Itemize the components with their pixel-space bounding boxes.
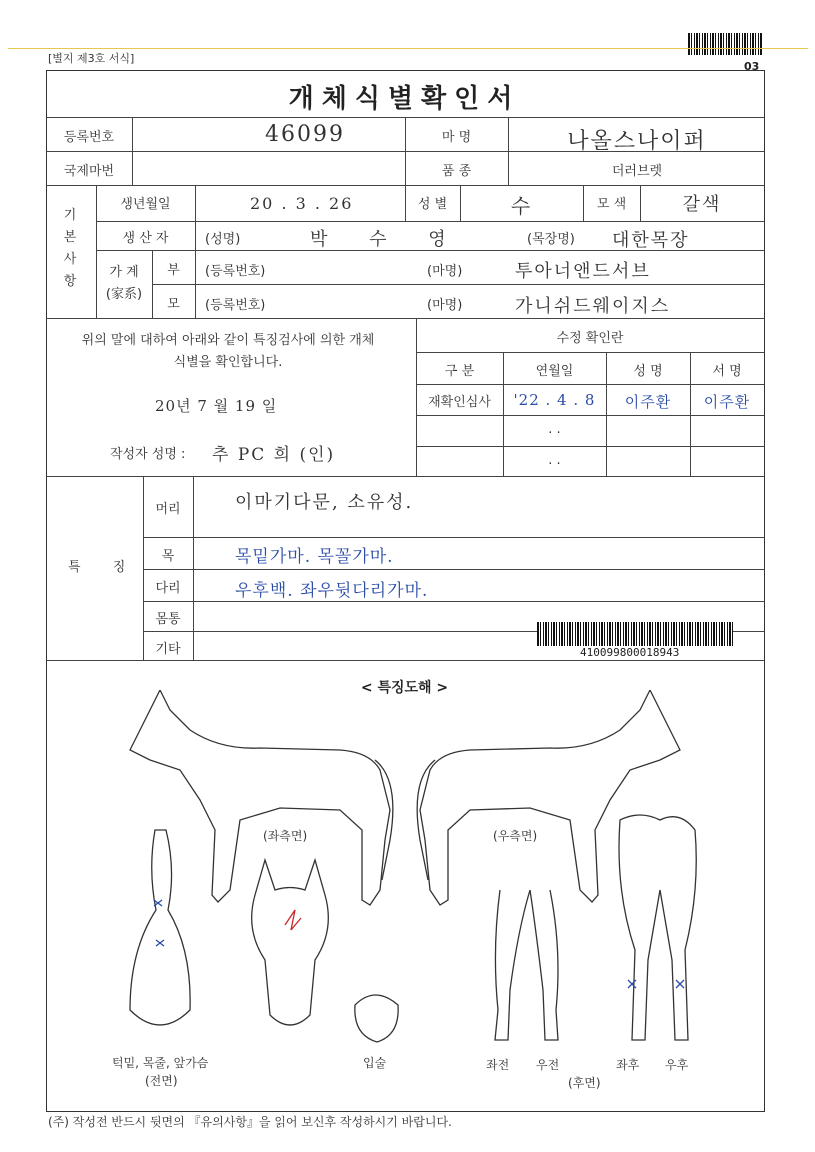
- revision-row-date: . .: [548, 422, 561, 437]
- confirm-text: 위의 말에 대하여 아래와 같이 특징검사에 의한 개체식별을 확인합니다.: [81, 333, 375, 370]
- reg-no-value: 46099: [265, 122, 345, 147]
- sire-name-label: (마명): [427, 264, 463, 279]
- front-view-caption: (전면): [145, 1074, 178, 1088]
- form-number-tag: [별지 제3호 서식]: [48, 52, 135, 65]
- reg-no-label: 등록번호: [63, 130, 115, 145]
- feature-value-head: 이마기다문, 소유성.: [235, 492, 414, 513]
- revision-header-name: 성 명: [633, 364, 663, 379]
- front-left-caption: 좌전: [486, 1058, 510, 1072]
- head-front-outline: [252, 860, 329, 1025]
- sire-label: 부: [167, 263, 180, 278]
- horse-name-label: 마 명: [441, 130, 472, 145]
- sex-value: 수: [510, 194, 533, 218]
- producer-name-value: 박 수 영: [310, 229, 464, 250]
- revision-title: 수정 확인란: [556, 331, 624, 346]
- feature-label-other: 기타: [155, 642, 181, 657]
- feature-label-legs: 다리: [155, 581, 181, 596]
- rear-view-caption: (후면): [568, 1076, 601, 1090]
- dam-reg-no-label: (등록번호): [205, 298, 266, 313]
- breed-value: 더러브렛: [611, 164, 663, 179]
- writer-value: 추 PC 희 (인): [212, 445, 336, 465]
- breed-label: 품 종: [441, 164, 472, 179]
- hind-right-caption: 우후: [665, 1058, 689, 1072]
- revision-row-type: 재확인심사: [428, 395, 491, 410]
- dob-label: 생년월일: [120, 197, 171, 212]
- family-label: 가 계 (家系): [105, 265, 143, 302]
- feature-value-neck: 목밑가마. 목꼴가마.: [235, 547, 394, 567]
- farm-label: (목장명): [527, 232, 575, 247]
- horse-diagram: [100, 690, 710, 1060]
- left-side-caption: (좌측면): [263, 829, 308, 843]
- revision-row-date: '22 . 4 . 8: [513, 391, 596, 409]
- right-side-caption: (우측면): [493, 829, 538, 843]
- color-value: 갈색: [682, 194, 722, 215]
- front-right-caption: 우전: [536, 1058, 560, 1072]
- farm-value: 대한목장: [612, 230, 690, 251]
- revision-row-date: . .: [548, 453, 561, 468]
- feature-barcode-number: 410099800018943: [580, 646, 680, 659]
- dam-label: 모: [167, 297, 180, 312]
- revision-header-sign: 서 명: [712, 364, 742, 379]
- diagram-title: < 특징도해 >: [360, 680, 449, 696]
- hind-legs-outline: [619, 815, 696, 1040]
- dam-name-value: 가니쉬드웨이지스: [515, 296, 671, 317]
- color-label: 모 색: [596, 197, 627, 212]
- feature-label-head: 머리: [155, 502, 181, 517]
- hind-left-caption: 좌후: [616, 1058, 640, 1072]
- dam-name-label: (마명): [427, 298, 463, 313]
- feature-value-legs: 우후백. 좌우뒷다리가마.: [235, 581, 429, 601]
- basic-section-label: 기 본 사 항: [63, 208, 77, 289]
- intl-no-label: 국제마번: [63, 164, 115, 179]
- revision-row-name: 이주환: [624, 393, 672, 411]
- producer-name-label: (성명): [205, 232, 241, 247]
- dob-value: 20 . 3 . 26: [250, 194, 354, 213]
- horse-name-value: 나올스나이퍼: [567, 129, 707, 154]
- feature-label-neck: 목: [161, 549, 175, 564]
- right-side-horse-outline: [417, 690, 680, 905]
- feature-barcode: [537, 622, 733, 646]
- front-legs-outline: [495, 890, 558, 1040]
- producer-label: 생 산 자: [122, 231, 169, 246]
- sire-reg-no-label: (등록번호): [205, 264, 266, 279]
- features-section-label: 특 징: [68, 560, 140, 575]
- footer-note: (주) 작성전 반드시 뒷면의 『유의사항』을 읽어 보신후 작성하시기 바랍니다.: [48, 1115, 452, 1129]
- writer-label: 작성자 성명 :: [110, 447, 186, 462]
- page-number: 03: [744, 60, 760, 73]
- lips-outline: [355, 995, 398, 1042]
- sire-name-value: 투아너앤드서브: [515, 261, 651, 282]
- header-rule: [8, 48, 808, 49]
- feature-label-body: 몸통: [155, 612, 181, 627]
- revision-row-sign: 이주환: [703, 393, 751, 411]
- revision-header-type: 구 분: [444, 364, 475, 379]
- top-barcode: [688, 33, 762, 55]
- confirm-date: 20년 7 월 19 일: [155, 397, 278, 415]
- front-neck-outline: [130, 830, 190, 1025]
- revision-header-date: 연월일: [535, 364, 574, 379]
- sex-label: 성 별: [417, 197, 448, 212]
- document-title: 개체식별확인서: [288, 84, 521, 114]
- front-parts-caption: 턱밑, 목줄, 앞가슴: [112, 1056, 209, 1070]
- lips-caption: 입술: [363, 1056, 387, 1070]
